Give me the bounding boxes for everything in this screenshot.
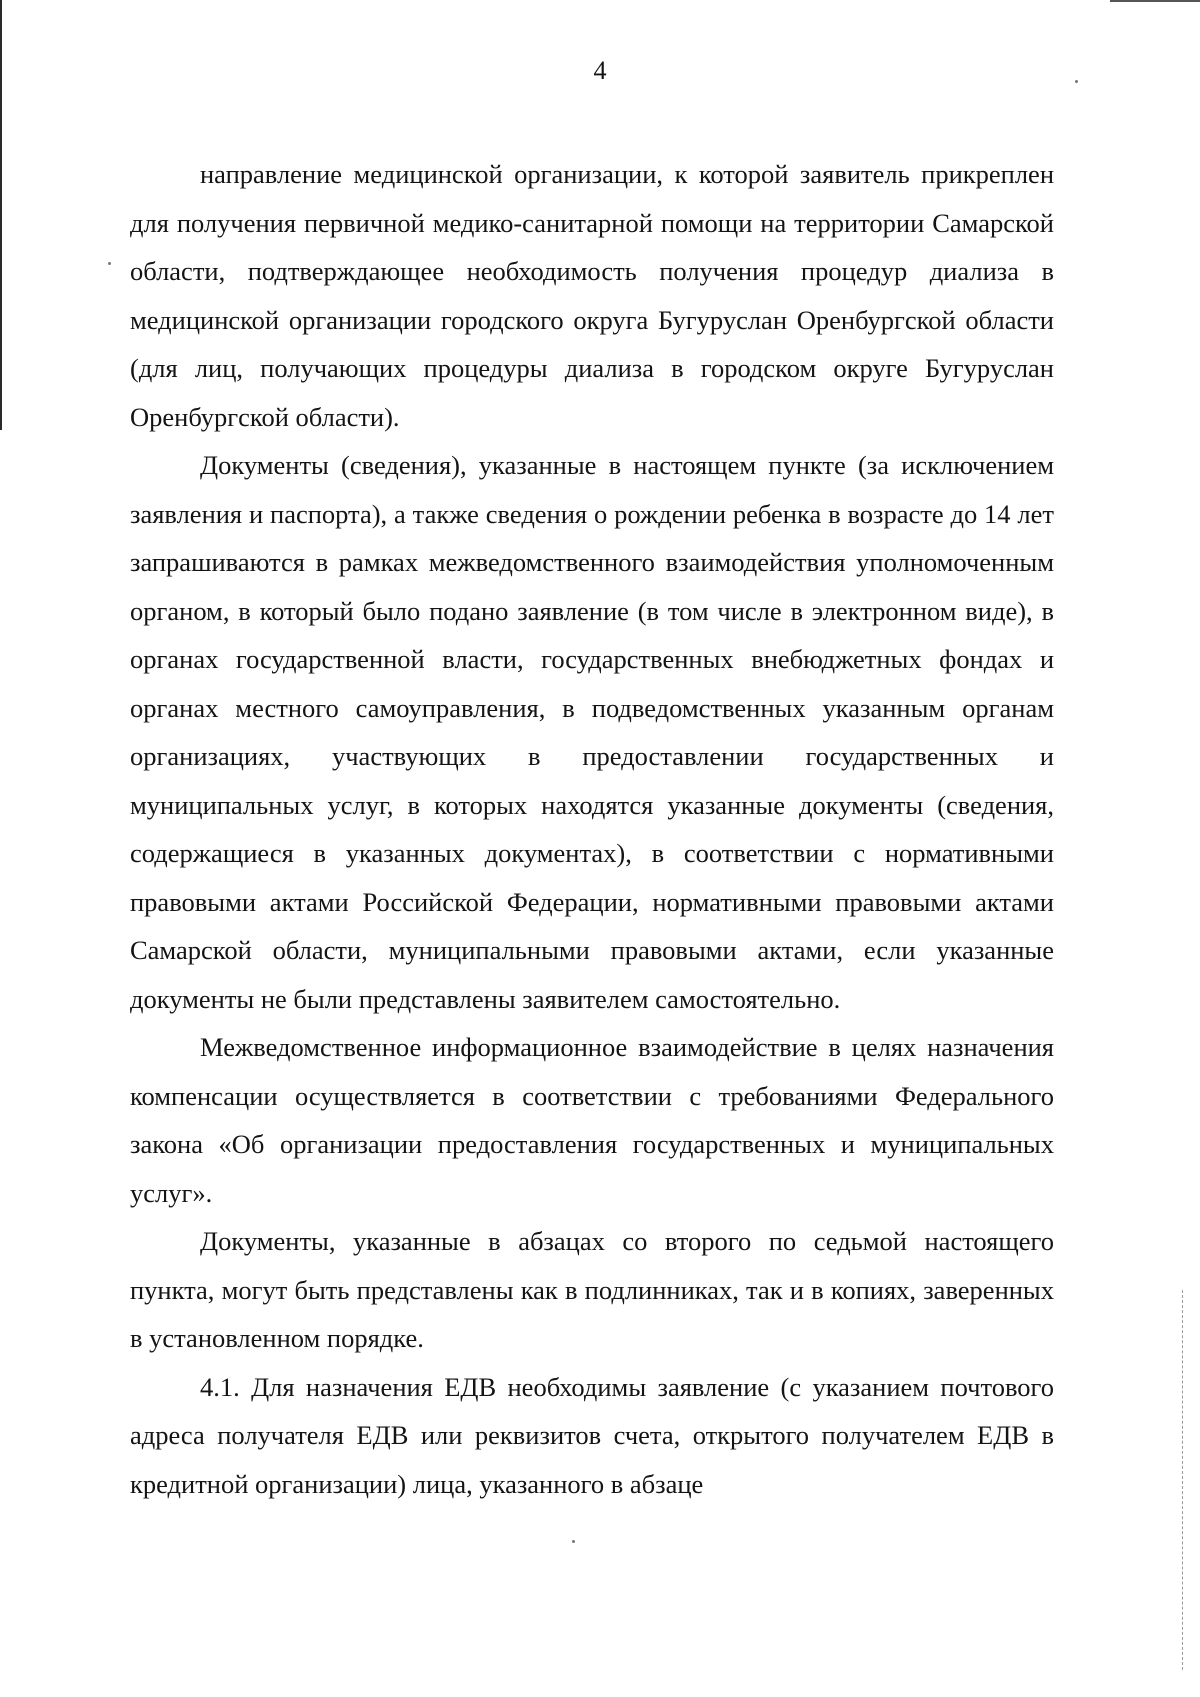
- paragraph: Документы, указанные в абзацах со второго по седьмой настоящего пункта, могут быть представлены как в подлинниках, так и в копиях, заверенных в установленном порядке.: [130, 1226, 1054, 1353]
- scan-dots-right: [1182, 1290, 1184, 1670]
- document-body: [130, 150, 1054, 1508]
- scan-speck: [572, 1540, 575, 1543]
- paragraph: Межведомственное информационное взаимодействие в целях назначения компенсации осуществляется в соответствии с требованиями Федерального закона «Об организации предоставления государственных и муниципальных услуг».: [130, 1032, 1054, 1208]
- paragraph: 4.1. Для назначения ЕДВ необходимы заявление (с указанием почтового адреса получателя ЕДВ или реквизитов счета, открытого получателем ЕДВ в кредитной организации) лица, указанного в абзаце: [130, 1371, 1054, 1499]
- scan-speck: [108, 262, 111, 265]
- scan-edge-top: [1110, 0, 1200, 2]
- paragraph: направление медицинской организации, к которой заявитель прикреплен для получения первичной медико-санитарной помощи на территории Самарской области, подтверждающее необходимость получения процедур диализа в медицинской организации городского округа Бугуруслан Оренбургской области (для лиц, получающих процедуры диализа в городском округе Бугуруслан Оренбургской области).: [130, 159, 1054, 432]
- paragraph: Документы (сведения), указанные в настоящем пункте (за исключением заявления и паспорта), а также сведения о рождении ребенка в возрасте до 14 лет запрашиваются в рамках межведомственного взаимодействия уполномоченным органом, в который было подано заявление (в том числе в электронном виде), в органах государственной власти, государственных внебюджетных фондах и органах местного самоуправления, в подведомственных указанным органам организациях, участвующих в предоставлении государственных и муниципальных услуг, в которых находятся указанные документы (сведения, содержащиеся в указанных документах), в соответствии с нормативными правовыми актами Российской Федерации, нормативными правовыми актами Самарской области, муниципальными правовыми актами, если указанные документы не были представлены заявителем самостоятельно.: [130, 450, 1054, 1014]
- page-number: 4: [593, 56, 607, 85]
